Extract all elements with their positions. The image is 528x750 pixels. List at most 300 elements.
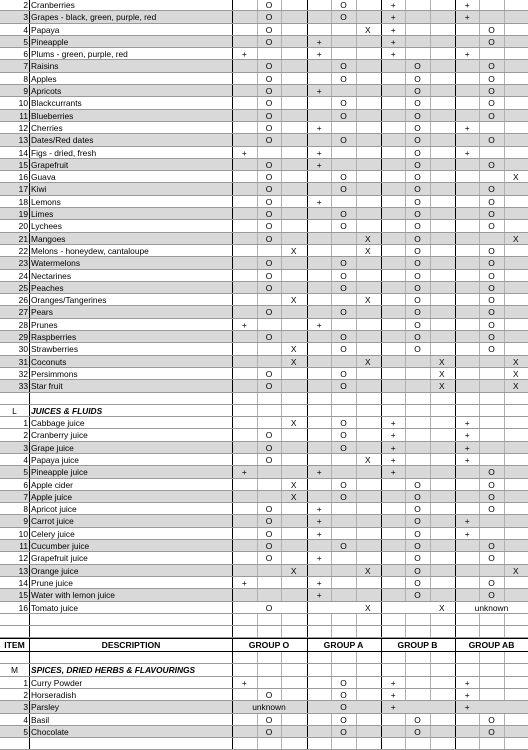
sub-column-divider: [405, 294, 406, 305]
sub-column-divider: [331, 159, 332, 170]
column-divider: [307, 0, 308, 10]
rating-cell: [356, 343, 380, 354]
rating-cell: [281, 147, 306, 158]
rating-cell: [232, 417, 257, 428]
sub-column-divider: [479, 208, 480, 219]
sub-column-divider: [281, 171, 282, 182]
sub-column-divider: [331, 134, 332, 145]
sub-column-divider: [405, 405, 406, 416]
column-divider: [381, 233, 382, 244]
column-divider: [455, 60, 456, 71]
rating-cell: [479, 565, 503, 576]
column-divider: [307, 565, 308, 576]
column-divider: [29, 626, 30, 637]
table-row: [0, 552, 528, 564]
table-row: [0, 220, 528, 232]
rating-cell: [381, 134, 405, 145]
column-divider: [307, 405, 308, 416]
rating-cell: O: [414, 565, 421, 576]
rating-cell: O: [414, 541, 421, 552]
column-divider: [381, 134, 382, 145]
rating-cell: [232, 368, 257, 379]
sub-column-divider: [331, 738, 332, 749]
column-divider: [232, 245, 233, 256]
item-number: 27: [18, 307, 28, 318]
sub-column-divider: [479, 491, 480, 502]
sub-column-divider: [405, 479, 406, 490]
sub-column-divider: [257, 652, 258, 663]
sub-column-divider: [504, 257, 505, 268]
rating-cell: X: [513, 233, 519, 244]
sub-column-divider: [331, 97, 332, 108]
item-description: Tomato juice: [31, 602, 79, 613]
rating-cell: [504, 515, 528, 526]
rating-cell: [307, 442, 331, 453]
column-divider: [29, 282, 30, 293]
rating-cell: [504, 60, 528, 71]
rating-cell: [331, 602, 355, 613]
sub-column-divider: [405, 24, 406, 35]
item-number: 13: [18, 135, 28, 146]
rating-cell: [281, 306, 306, 317]
column-divider: [455, 270, 456, 281]
blank-row: [0, 652, 528, 664]
rating-cell: [405, 677, 429, 688]
column-divider: [381, 110, 382, 121]
sub-column-divider: [504, 196, 505, 207]
rating-cell: [430, 24, 454, 35]
sub-column-divider: [430, 208, 431, 219]
rating-cell: +: [316, 147, 322, 158]
rating-cell: [356, 270, 380, 281]
column-divider: [232, 24, 233, 35]
sub-column-divider: [430, 331, 431, 342]
sub-column-divider: [257, 417, 258, 428]
rating-cell: O: [414, 714, 421, 725]
sub-column-divider: [405, 60, 406, 71]
column-divider: [455, 466, 456, 477]
sub-column-divider: [479, 319, 480, 330]
rating-cell: O: [414, 61, 421, 72]
rating-cell: [504, 196, 528, 207]
sub-column-divider: [257, 196, 258, 207]
sub-column-divider: [504, 405, 505, 416]
sub-column-divider: [479, 356, 480, 367]
column-divider: [29, 380, 30, 391]
rating-cell: [281, 677, 306, 688]
column-divider: [455, 652, 456, 663]
rating-cell: [381, 726, 405, 737]
rating-cell: O: [340, 12, 347, 23]
rating-cell: [381, 515, 405, 526]
sub-column-divider: [430, 528, 431, 539]
sub-column-divider: [430, 491, 431, 502]
rating-cell: [381, 503, 405, 514]
column-divider: [381, 454, 382, 465]
item-number: 4: [23, 454, 28, 465]
item-description: Cabbage juice: [31, 418, 85, 429]
sub-column-divider: [356, 614, 357, 625]
rating-cell: +: [390, 49, 396, 60]
sub-column-divider: [331, 282, 332, 293]
rating-cell: O: [265, 196, 273, 207]
rating-cell: [405, 689, 429, 700]
rating-cell: [430, 726, 454, 737]
column-divider: [381, 726, 382, 737]
rating-cell: O: [265, 270, 273, 281]
rating-cell: [504, 429, 528, 440]
rating-cell: [381, 73, 405, 84]
column-divider: [307, 577, 308, 588]
sub-column-divider: [257, 368, 258, 379]
column-divider: [381, 664, 382, 675]
sub-column-divider: [257, 503, 258, 514]
rating-cell: +: [464, 12, 470, 23]
column-divider: [307, 442, 308, 453]
rating-cell: O: [414, 344, 421, 355]
rating-cell: [232, 602, 257, 613]
rating-cell: [232, 429, 257, 440]
sub-column-divider: [257, 664, 258, 675]
section-title-row: [0, 405, 528, 417]
item-description: Melons - honeydew, cantaloupe: [31, 245, 149, 256]
rating-cell: O: [488, 332, 495, 343]
rating-cell: O: [265, 381, 273, 392]
column-divider: [29, 183, 30, 194]
rating-cell: [430, 442, 454, 453]
rating-cell: [356, 171, 380, 182]
section-letter: L: [12, 405, 17, 416]
rating-cell: [430, 110, 454, 121]
sub-column-divider: [479, 626, 480, 637]
column-divider: [455, 602, 456, 613]
sub-column-divider: [331, 589, 332, 600]
column-divider: [307, 726, 308, 737]
rating-cell: [232, 689, 257, 700]
rating-cell: [381, 380, 405, 391]
rating-cell: [381, 159, 405, 170]
rating-cell: [455, 714, 479, 725]
column-divider: [307, 331, 308, 342]
sub-column-divider: [430, 220, 431, 231]
sub-column-divider: [430, 294, 431, 305]
rating-cell: X: [290, 491, 297, 502]
sub-column-divider: [257, 97, 258, 108]
sub-column-divider: [281, 405, 282, 416]
column-divider: [232, 701, 233, 712]
sub-column-divider: [331, 626, 332, 637]
rating-cell: O: [414, 221, 421, 232]
rating-cell: [307, 602, 331, 613]
sub-column-divider: [405, 714, 406, 725]
rating-cell: [356, 0, 380, 10]
sub-column-divider: [356, 343, 357, 354]
item-number: 20: [18, 221, 28, 232]
column-divider: [307, 159, 308, 170]
item-number: 3: [23, 702, 28, 713]
column-divider: [232, 565, 233, 576]
sub-column-divider: [405, 393, 406, 404]
sub-column-divider: [257, 577, 258, 588]
rating-cell: [430, 417, 454, 428]
rating-cell: [257, 245, 282, 256]
sub-column-divider: [504, 48, 505, 59]
table-row: [0, 701, 528, 713]
item-number: 16: [18, 602, 28, 613]
sub-column-divider: [281, 147, 282, 158]
rating-cell: [331, 48, 355, 59]
sub-column-divider: [356, 429, 357, 440]
rating-cell: [479, 122, 503, 133]
item-description: Basil: [31, 714, 50, 725]
sub-column-divider: [257, 147, 258, 158]
sub-column-divider: [430, 614, 431, 625]
sub-column-divider: [504, 565, 505, 576]
column-divider: [381, 565, 382, 576]
sub-column-divider: [331, 689, 332, 700]
rating-cell: O: [488, 98, 495, 109]
table-row: [0, 85, 528, 97]
sub-column-divider: [257, 343, 258, 354]
sub-column-divider: [479, 677, 480, 688]
rating-cell: [405, 356, 429, 367]
column-divider: [455, 677, 456, 688]
item-description: Watermelons: [31, 258, 81, 269]
rating-cell: [455, 726, 479, 737]
column-divider: [455, 714, 456, 725]
column-divider: [29, 677, 30, 688]
rating-cell: X: [513, 356, 519, 367]
sub-column-divider: [405, 540, 406, 551]
column-divider: [307, 171, 308, 182]
rating-cell: O: [488, 282, 495, 293]
sub-column-divider: [405, 429, 406, 440]
rating-cell: O: [340, 702, 347, 713]
sub-column-divider: [479, 726, 480, 737]
sub-column-divider: [405, 11, 406, 22]
rating-cell: [455, 36, 479, 47]
rating-cell: [232, 36, 257, 47]
sub-column-divider: [257, 393, 258, 404]
sub-column-divider: [356, 97, 357, 108]
rating-cell: O: [265, 689, 273, 700]
sub-column-divider: [405, 183, 406, 194]
column-divider: [232, 356, 233, 367]
rating-cell: [405, 429, 429, 440]
rating-cell: [430, 479, 454, 490]
item-number: 15: [18, 159, 28, 170]
column-divider: [381, 466, 382, 477]
rating-cell: [455, 183, 479, 194]
rating-cell: [504, 714, 528, 725]
rating-cell: [356, 60, 380, 71]
sub-column-divider: [331, 48, 332, 59]
rating-cell: +: [390, 36, 396, 47]
rating-cell: O: [488, 319, 495, 330]
sub-column-divider: [504, 171, 505, 182]
sub-column-divider: [281, 48, 282, 59]
sub-column-divider: [479, 97, 480, 108]
column-divider: [232, 652, 233, 663]
rating-cell: [504, 122, 528, 133]
rating-cell: +: [316, 553, 322, 564]
column-divider: [307, 282, 308, 293]
rating-cell: [405, 701, 429, 712]
rating-cell: [281, 183, 306, 194]
rating-cell: O: [414, 577, 421, 588]
section-letter: M: [11, 665, 18, 676]
rating-cell: [504, 159, 528, 170]
rating-cell: [479, 689, 503, 700]
column-divider: [29, 171, 30, 182]
column-divider: [232, 664, 233, 675]
rating-cell: [281, 110, 306, 121]
rating-cell: [504, 11, 528, 22]
rating-cell: [455, 343, 479, 354]
rating-cell: [356, 442, 380, 453]
column-divider: [232, 147, 233, 158]
sub-column-divider: [504, 368, 505, 379]
column-divider: [232, 515, 233, 526]
sub-column-divider: [430, 393, 431, 404]
rating-cell: X: [290, 295, 297, 306]
column-divider: [232, 171, 233, 182]
sub-column-divider: [504, 183, 505, 194]
item-number: 3: [23, 442, 28, 453]
rating-cell: O: [340, 381, 347, 392]
rating-cell: [232, 208, 257, 219]
rating-cell: O: [414, 209, 421, 220]
rating-cell: [232, 442, 257, 453]
sub-column-divider: [405, 306, 406, 317]
rating-cell: [356, 306, 380, 317]
sub-column-divider: [504, 689, 505, 700]
rating-cell: X: [365, 295, 371, 306]
rating-cell: [356, 577, 380, 588]
column-divider: [307, 368, 308, 379]
rating-cell: [504, 589, 528, 600]
sub-column-divider: [331, 220, 332, 231]
column-divider: [232, 429, 233, 440]
column-divider: [29, 73, 30, 84]
sub-column-divider: [281, 552, 282, 563]
rating-cell: O: [340, 307, 347, 318]
rating-cell: O: [265, 307, 273, 318]
sub-column-divider: [479, 689, 480, 700]
column-divider: [381, 701, 382, 712]
sub-column-divider: [257, 319, 258, 330]
sub-column-divider: [257, 134, 258, 145]
sub-column-divider: [479, 282, 480, 293]
column-divider: [29, 245, 30, 256]
rating-cell: [356, 73, 380, 84]
rating-cell: [257, 466, 282, 477]
sub-column-divider: [331, 245, 332, 256]
item-description: Star fruit: [31, 381, 63, 392]
sub-column-divider: [405, 652, 406, 663]
rating-cell: [479, 48, 503, 59]
column-divider: [307, 294, 308, 305]
sub-column-divider: [257, 726, 258, 737]
column-divider: [29, 528, 30, 539]
sub-column-divider: [430, 689, 431, 700]
rating-cell: X: [290, 479, 297, 490]
sub-column-divider: [479, 183, 480, 194]
column-divider: [381, 85, 382, 96]
rating-cell: O: [488, 726, 495, 737]
rating-cell: +: [464, 418, 470, 429]
section-title: SPICES, DRIED HERBS & FLAVOURINGS: [31, 665, 196, 676]
sub-column-divider: [281, 159, 282, 170]
sub-column-divider: [257, 454, 258, 465]
rating-cell: [232, 257, 257, 268]
rating-cell: +: [241, 49, 247, 60]
column-divider: [455, 417, 456, 428]
rating-cell: [381, 97, 405, 108]
column-divider: [455, 491, 456, 502]
sub-column-divider: [405, 577, 406, 588]
column-divider: [381, 528, 382, 539]
rating-cell: [430, 429, 454, 440]
column-divider: [307, 515, 308, 526]
sub-column-divider: [281, 282, 282, 293]
column-divider: [455, 726, 456, 737]
column-divider: [307, 626, 308, 637]
rating-cell: O: [488, 577, 495, 588]
column-divider: [381, 97, 382, 108]
column-divider: [381, 196, 382, 207]
rating-cell: O: [265, 282, 273, 293]
column-divider: [455, 442, 456, 453]
rating-cell: [307, 689, 331, 700]
rating-cell: [356, 491, 380, 502]
sub-column-divider: [257, 85, 258, 96]
rating-cell: [479, 171, 503, 182]
sub-column-divider: [257, 208, 258, 219]
rating-cell: [381, 196, 405, 207]
rating-cell: [232, 454, 257, 465]
rating-cell: [381, 714, 405, 725]
unknown-value: unknown: [474, 602, 509, 613]
rating-cell: [430, 282, 454, 293]
rating-cell: [232, 233, 257, 244]
sub-column-divider: [281, 652, 282, 663]
rating-cell: O: [265, 159, 273, 170]
rating-cell: [455, 306, 479, 317]
rating-cell: O: [414, 491, 421, 502]
sub-column-divider: [281, 36, 282, 47]
sub-column-divider: [405, 726, 406, 737]
rating-cell: [232, 270, 257, 281]
rating-cell: [455, 356, 479, 367]
rating-cell: [381, 245, 405, 256]
rating-cell: [381, 491, 405, 502]
column-divider: [381, 356, 382, 367]
sub-column-divider: [479, 368, 480, 379]
rating-cell: [430, 319, 454, 330]
rating-cell: [232, 282, 257, 293]
column-divider: [381, 589, 382, 600]
rating-cell: [430, 220, 454, 231]
column-divider: [381, 405, 382, 416]
sub-column-divider: [356, 0, 357, 10]
rating-cell: O: [414, 726, 421, 737]
item-number: 8: [23, 504, 28, 515]
rating-cell: [307, 306, 331, 317]
column-divider: [232, 208, 233, 219]
sub-column-divider: [405, 738, 406, 749]
sub-column-divider: [356, 270, 357, 281]
